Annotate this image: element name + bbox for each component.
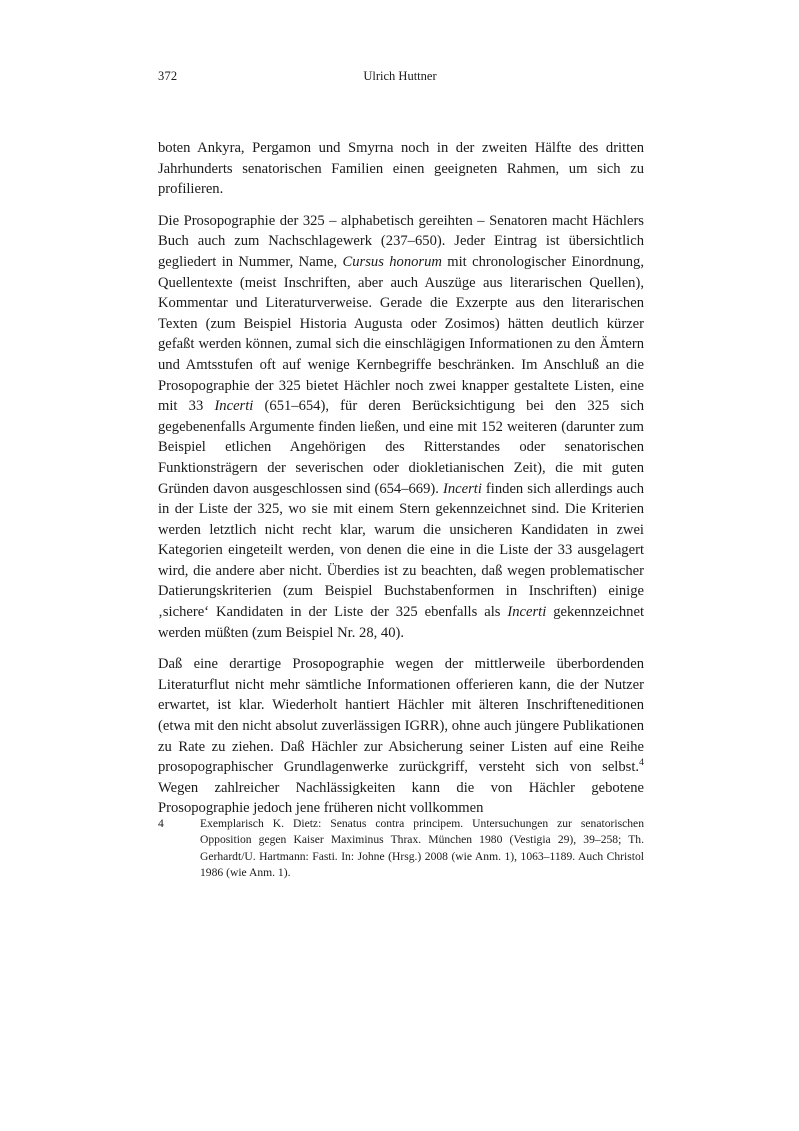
text-run: Daß eine derartige Prosopographie wegen der mittlerweile überbordenden Literaturflut nicht mehr sämtliche Informationen offerieren kann, die der Nutzer erwartet, ist klar. Wiederholt hantiert Hächler mit älteren Inschrifteneditionen (etwa mit den nicht absolut zuverlässigen IGRR), ohne auch jüngere Publikationen zu Rate zu ziehen. Daß Hächler zur Absicherung seiner Listen auf eine Reihe prosopographischer Grundlagenwerke zurückgriff, versteht sich von selbst. (158, 656, 644, 776)
paragraph (158, 138, 644, 200)
footnote-area (158, 816, 644, 882)
footnote-text: Exemplarisch K. Dietz: Senatus contra principem. Untersuchungen zur senatorischen Opposition gegen Kaiser Maximinus Thrax. München 1980 (Vestigia 29), 39–258; Th. Gerhardt/U. Hartmann: Fasti. In: Johne (Hrsg.) 2008 (wie Anm. 1), 1063–1189. Auch Christol 1986 (wie Anm. 1). (200, 817, 644, 880)
italic-text: Cursus honorum (342, 253, 442, 270)
italic-text: Incerti (442, 480, 482, 497)
italic-text: Incerti (507, 604, 547, 621)
footnote-number: 4 (158, 817, 164, 830)
text-run: (651–654), für deren Berücksichtigung bei den 325 sich gegebenenfalls Argumente finden ließen, und eine mit 152 weiteren (darunter zum Beispiel etlichen Angehörigen des Ritterstandes oder senatorischen Funktionsträgern der severischen oder diokletianischen Zeit), die mit guten Gründen davon ausgeschlossen sind (654–669). (158, 398, 644, 497)
body-text-column (158, 138, 644, 819)
paragraph (158, 654, 644, 819)
text-run: gekennzeichnet werden müßten (zum Beispiel Nr. 28, 40). (158, 604, 644, 641)
italic-text: Incerti (214, 398, 254, 415)
text-run: Wegen zahlreicher Nachlässigkeiten kann die von Hächler gebotene Prosopographie jedoch jene früheren nicht vollkommen (158, 779, 644, 817)
footnote (158, 816, 644, 882)
text-run: boten Ankyra, Pergamon und Smyrna noch in der zweiten Hälfte des dritten Jahrhunderts senatorischen Familien einen geeigneten Rahmen, um sich zu profilieren. (158, 140, 644, 198)
text-run: mit chronologischer Einordnung, Quellentexte (meist Inschriften, aber auch Auszüge aus literarischen Quellen), Kommentar und Literaturverweise. Gerade die Exzerpte aus den literarischen Texten (zum Beispiel Historia Augusta oder Zosimos) hätten deutlich kürzer gefaßt werden können, zumal sich die einschlägigen Informationen zu den Ämtern und Amtsstufen oft auf wenige Kernbegriffe beschränken. Im Anschluß an die Prosopographie der 325 bietet Hächler noch zwei knapper gestaltete Listen, eine mit 33 (158, 253, 645, 415)
text-run: finden sich allerdings auch in der Liste der 325, wo sie mit einem Stern gekennzeichnet sind. Die Kriterien werden letztlich nicht recht klar, warum die unsicheren Kandidaten in zwei Kategorien eingeteilt werden, von denen die eine in die Liste der 33 ausgelagert wird, die andere aber nicht. Überdies ist zu beachten, daß wegen problematischer Datierungskriterien (zum Beispiel Buchstabenformen in Inschriften) einige ‚sichere‘ Kandidaten in der Liste der 325 ebenfalls als (158, 480, 644, 621)
folio-number: 372 (158, 69, 178, 83)
running-head-title: Ulrich Huttner (363, 69, 437, 83)
paragraph (158, 211, 644, 643)
text-run: Die Prosopographie der 325 – alphabetisch gereihten – Senatoren macht Hächlers Buch auch zum Nachschlagewerk (237–650). Jeder Eintrag ist übersichtlich gegliedert in Nummer, Name, (158, 212, 644, 270)
footnote-marker: 4 (639, 757, 644, 769)
